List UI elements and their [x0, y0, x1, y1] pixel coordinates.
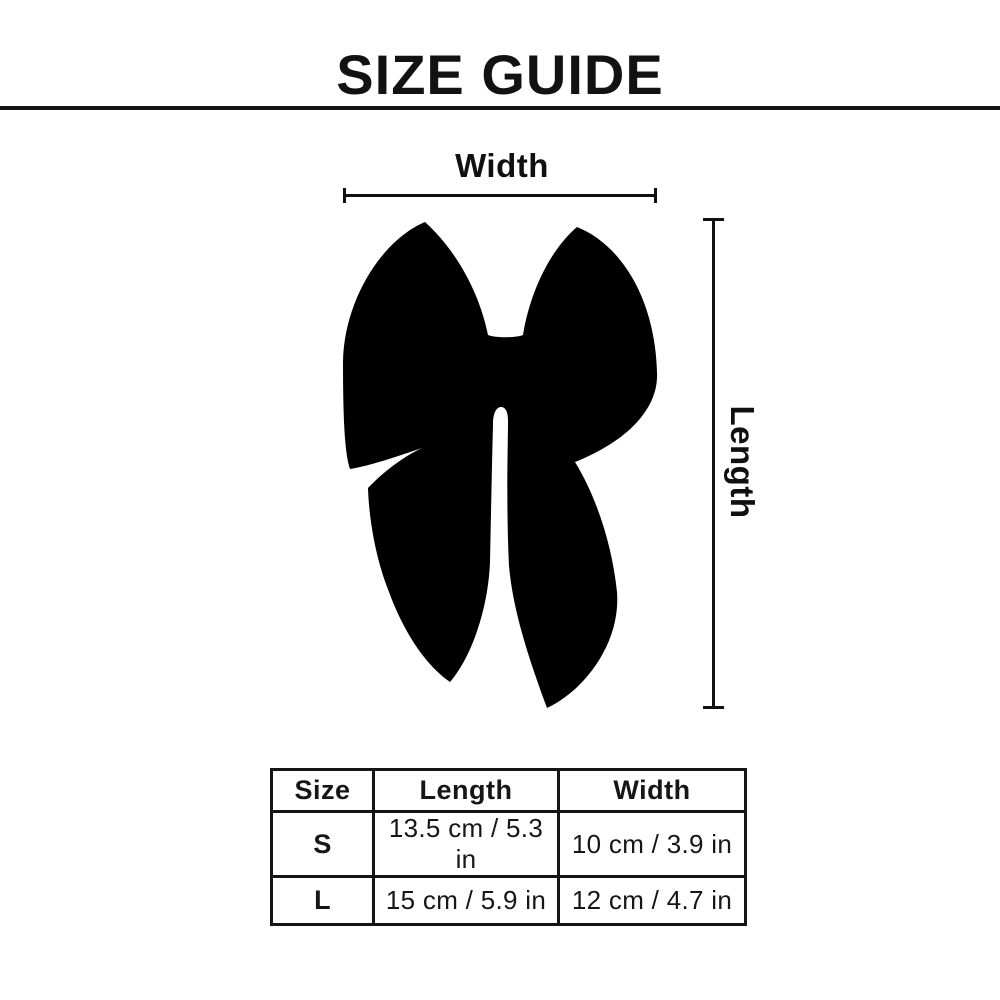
- size-l-width-value: 12 cm / 4.7 in: [559, 877, 746, 925]
- bow-shape-path: [343, 222, 657, 708]
- width-measure-bar: [343, 194, 657, 197]
- size-column-header: Size: [272, 770, 374, 812]
- width-column-header: Width: [559, 770, 746, 812]
- length-measure-tick-bottom: [703, 706, 724, 709]
- page-title: SIZE GUIDE: [336, 43, 664, 106]
- width-dimension-label: Width: [455, 147, 549, 184]
- length-measure-line: [703, 218, 724, 709]
- width-measure-tick-right: [654, 188, 657, 203]
- length-column-header: Length: [374, 770, 559, 812]
- size-l-label: L: [272, 877, 374, 925]
- size-table-header-row: [272, 770, 746, 812]
- width-measure-tick-left: [343, 188, 346, 203]
- size-s-label: S: [272, 812, 374, 877]
- bow-silhouette: [330, 210, 680, 720]
- length-measure-tick-top: [703, 218, 724, 221]
- width-measure-line: [343, 188, 657, 203]
- size-s-length-value: 13.5 cm / 5.3 in: [374, 812, 559, 877]
- length-dimension-label: Length: [724, 405, 761, 519]
- size-s-width-value: 10 cm / 3.9 in: [559, 812, 746, 877]
- size-table: [270, 768, 747, 926]
- title-divider: [0, 106, 1000, 110]
- table-row-size-l: [272, 877, 746, 925]
- table-row-size-s: [272, 812, 746, 877]
- length-measure-bar: [712, 218, 715, 709]
- size-l-length-value: 15 cm / 5.9 in: [374, 877, 559, 925]
